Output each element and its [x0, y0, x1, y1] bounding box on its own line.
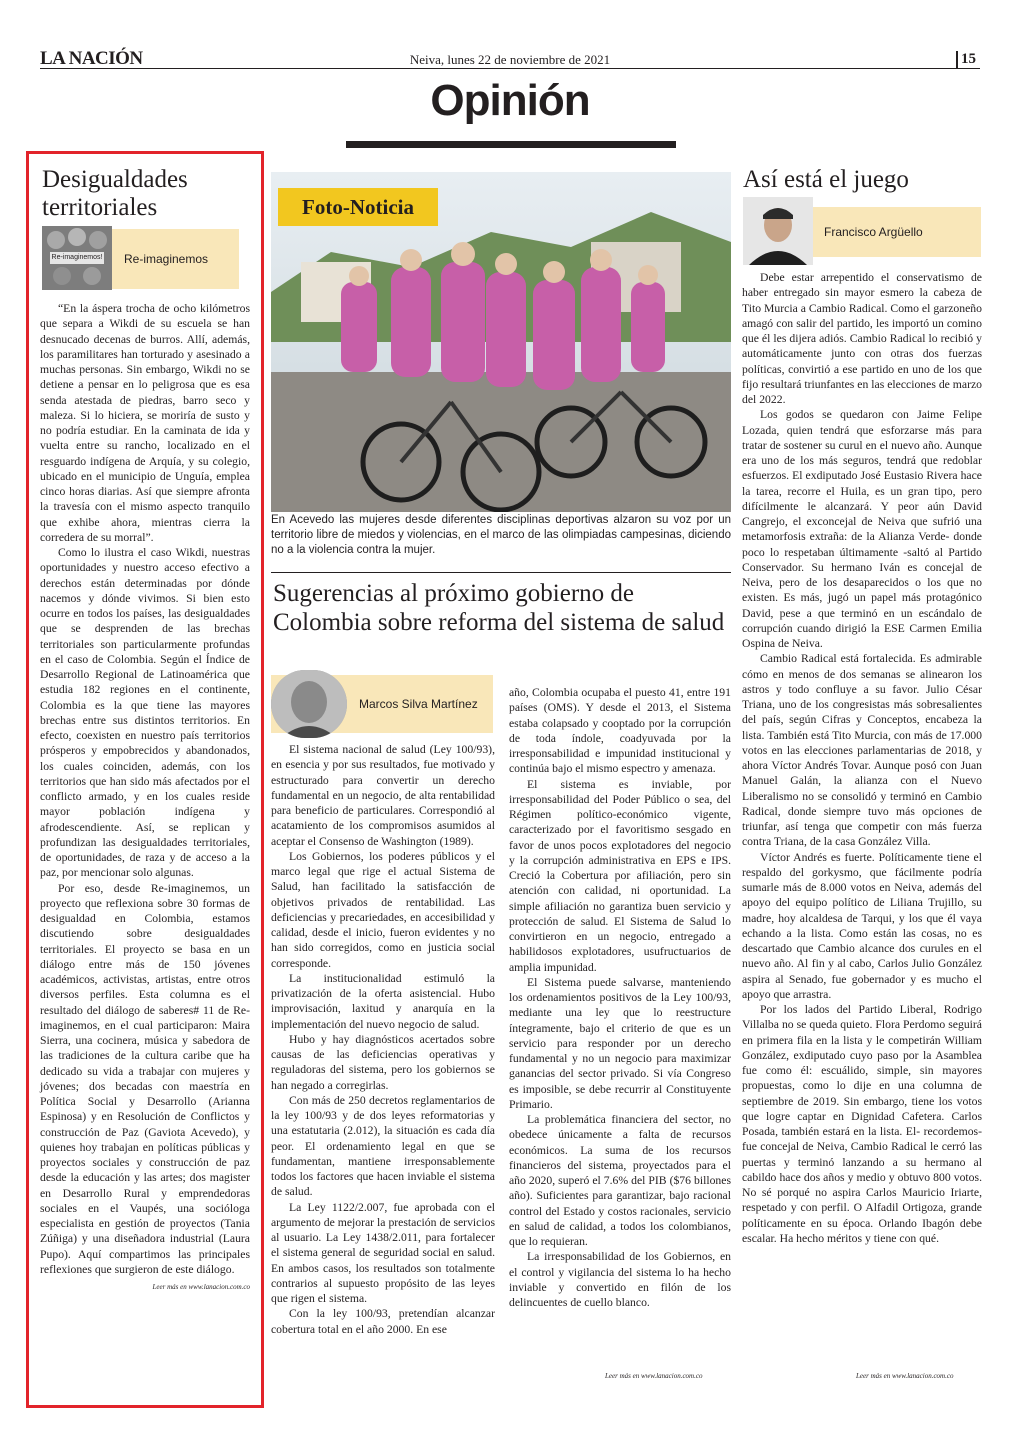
paragraph: Víctor Andrés es fuerte. Políticamente tiene el respaldo del gorkysmo, que fácilmente podría sumarle más de 8.000 votos en Neiva, además del apoyo del equipo político de Liliana Trujillo, su madre, hoy alcaldesa de Tarqui, y los que él vaya echando a la lista. Como están las cosas, no es descartado que Cambio alcance dos curules en el nuevo año. Al fin y al cabo, Carlos Julio González aspira al Senado, fue gobernador y es mucho el apoyo que arrastra. — [742, 850, 982, 1001]
section-underline — [346, 141, 676, 148]
paragraph: Como lo ilustra el caso Wikdi, nuestras oportunidades y nuestro acceso efectivo a derechos están determinadas por dónde nacemos y dónde vivimos. Si bien esto ocurre en todos los países, las desigualdades que se desprenden de las brechas territoriales son particularmente profundas en el caso de Colombia. Según el Índice de Desarrollo Regional de Latinoamérica que estudia 182 regiones en el continente, Colombia es la que tiene las mayores brechas entre sus distintos territorios. En efecto, coexisten en nuestro país territorios prósperos y empobrecidos y abandonados, los cuales coinciden, además, con los territorios que han sido más afectados por el conflicto armado, y en los cuales reside mayor población indígena y afrodescendiente. Así, se replican y profundizan las desigualdades territoriales, de oportunidades, de raza y de acceso a la paz, por mencionar solo algunas. — [40, 546, 250, 880]
paragraph: Cambio Radical está fortalecida. Es admirable cómo en menos de dos semanas se alinearon los astros y todo confluye a su favor. Julio César Triana, uno de los congresistas más sobresalientes del país, según Cifras y Conceptos, encabeza la lista. También está Tito Murcia, con más de 17.000 votos en las elecciones parlamentarias de 2018, y ahora Víctor Andrés Tovar. Aunque posó con Juan Manuel Galán, la alianza con el Nuevo Liberalismo no se consolidó y terminó en Cambio Radical, donde siempre tuvo más opciones de triunfar, así tenga que competir con más fuerza contra Triana, de la casa González Villa. — [742, 652, 982, 849]
paragraph: Por eso, desde Re-imaginemos, un proyecto que reflexiona sobre 30 formas de desigualdad en Colombia, estamos discutiendo sobre desigualdades territoriales. El proyecto se basa en un diálogo entre más de 150 jóvenes académicos, activistas, artistas, entre otros diversos perfiles. Esta columna es el resultado del diálogo de saberes# 11 de Re-imaginemos, en el cual participaron: Maira Sierra, una cocinera, música y sabedora de las tradiciones de la cultura caribe que ha dedicado su vida a trabajar con mujeres y jóvenes; dos becadas con maestría en Política Social y Desarrollo (Arianna Espinosa) y en Resolución de Conflictos y construcción de Paz (Gaviota Acevedo), y quienes hoy trabajan en políticas públicas y proyectos sociales y construcción de paz desde la educación y las artes; dos magister en Desarrollo Rural y emprendedoras sociales en el Vaupés, una socióloga especialista en gestión de proyectos (Tania Zúñiga) y una diseñadora industrial (Laura Pupo). Aquí compartimos las principales reflexiones que surgieron de este diálogo. — [40, 881, 250, 1276]
paragraph: El sistema nacional de salud (Ley 100/93), en esencia y por sus resultados, fue motivado y estructurado para convertir un derecho fundamental en un negocio, de alta rentabilidad para beneficio de particulares. Correspondió al acatamiento de los compromisos asumidos al aceptar el Consenso de Washington (1989). — [271, 743, 495, 848]
paragraph: Hubo y hay diagnósticos acertados sobre causas de las deficiencias operativas y reguladoras del sistema, pero los gobiernos se han negado a corregirlas. — [271, 1032, 495, 1092]
right-article-body — [742, 270, 982, 1246]
read-more-link[interactable]: Leer más en www.lanacion.com.co — [856, 1372, 954, 1380]
paragraph: Los Gobiernos, los poderes públicos y el marco legal que rige el actual Sistema de Salud, han facilitado la satisfacción de objetivos privados de rentabilidad. Las deficiencias y precariedades, en accesibilidad y calidad, desde el inicio, fueron evidentes y no han sido corregidos, como en justicia social corresponde. — [271, 849, 495, 970]
header-rule — [40, 68, 980, 69]
left-author-name: Re-imaginemos — [124, 252, 209, 266]
paragraph: El Sistema puede salvarse, manteniendo los ordenamientos positivos de la Ley 100/93, mediante una ley que lo reestructure íntegramente, bajo el criterio de que es un servicio para responder por un derecho fundamental y no un negocio para maximizar ganancias del sector privado. Si vía Congreso es imposible, se debe recurrir al Constituyente Primario. — [509, 975, 731, 1111]
middle-col1-wrapper — [271, 742, 495, 1337]
left-article-body — [40, 301, 250, 1295]
portrait-illustration — [743, 197, 813, 265]
paragraph: Los godos se quedaron con Jaime Felipe Lozada, quien tendrá que esforzarse más para tratar de sostener su curul en el nuevo año. Aunque era uno de los más seguros, tendrá que redoblar esfuerzos. El exdiputado José Eustasio Rivera hace la tarea, recorre el Huila, es un gran tipo, pero difícilmente le alcanzará. Y peor aún David Cangrejo, el exconcejal de Neiva que sufrió una metamorfosis extraña: de la Alianza Verde- donde poco lo respetaban últimamente -saltó al Partido Conservador. Su hermano Iván es concejal de Neiva, pero de los desaparecidos o los que no existen. Es más, jugó un papel más protagónico David, pese a que terminó en un escándalo de corrupción cuando dirigió la ESE Carmen Emilia Ospina de Neiva. — [742, 408, 982, 650]
left-article-title: Desigualdades territoriales — [42, 166, 188, 221]
page-number: 15 — [956, 51, 976, 68]
paragraph: Con más de 250 decretos reglamentarios de la ley 100/93 y de dos leyes reformatorias y una estatutaria (2.012), la situación es cada día peor. El ordenamiento legal en que se fundamentan, mantiene irresponsablemente todos los factores que hacen inviable el sistema de salud. — [271, 1093, 495, 1199]
middle-divider — [271, 572, 731, 573]
paragraph: El sistema es inviable, por irresponsabilidad del Poder Público o sea, del Régimen político-económico vigente, caracterizado por el favoritismo sesgado en favor de unos pocos explotadores del negocio y la corrupción administrativa en EPS e IPS. Creció la Cobertura por afiliación, pero sin atención con calidad, ni oportunidad. La simple afiliación no garantiza buen servicio y protección de salud. El Sistema de Salud lo convirtieron en un negocio, entregado a habilidosos explotadores, usufructuarios de amplia impunidad. — [509, 777, 731, 974]
author-portrait-photo — [271, 670, 347, 738]
middle-article-title: Sugerencias al próximo gobierno de Colombia sobre reforma del sistema de salud — [273, 580, 725, 636]
paragraph: Por los lados del Partido Liberal, Rodrigo Villalba no se queda quieto. Flora Perdomo seguirá en primera fila en la lista y le competirán William González, exdiputado cuyo paso por la Asamblea fue como él: escuálido, simple, sin mayores propuestas, como lo dije en una columna de septiembre de 2019. Sin embargo, tiene los votos que logre captar en Dignidad Cafetera. Carlos Posada, también estará en la lista. El- recordemos- fue concejal de Neiva, Cambio Radical le cerró las puertas y terminó lanzando a su hermano al cabildo hace dos años y medio y obtuvo 800 votos. No sé porqué no aspira Carlos Mauricio Iriarte, respetado y con perfil. O Alfadil Ortigoza, grande políticamente en su época. Orlando Ibagón debe escalar. Ha hecho méritos y tiene con qué. — [742, 1003, 982, 1245]
portrait-illustration — [271, 670, 347, 738]
photo-caption: En Acevedo las mujeres desde diferentes disciplinas deportivas alzaron su voz por un territorio libre de miedos y violencias, en el marco de las olimpiadas campesinas, diciendo no a la violencia contra la mujer. — [271, 514, 731, 556]
middle-author-name: Marcos Silva Martínez — [359, 697, 478, 711]
newspaper-brand: LA NACIÓN — [40, 48, 143, 69]
read-more-link[interactable]: Leer más en www.lanacion.com.co — [605, 1372, 703, 1380]
author-portrait-photo — [743, 197, 813, 265]
section-title: Opinión — [430, 76, 590, 125]
middle-article-body-col1 — [271, 742, 495, 1337]
paragraph: año, Colombia ocupaba el puesto 41, entre 191 países (OMS). Y desde el 2013, el Sistema estaba colapsado y cooptado por la corrupción de toda índole, coadyuvada por la irresponsabilidad e impunidad institucional y continúa bajo el mismo espectro y amenaza. — [509, 686, 731, 776]
paragraph: La Ley 1122/2.007, fue aprobada con el argumento de mejorar la prestación de servicios al usuario. La Ley 1438/2.011, para fortalecer el sistema general de seguridad social en salud. En ambos casos, los resultados son totalmente contrarios al supuesto propósito de las leyes que rigen el sistema. — [271, 1200, 495, 1305]
right-author-name: Francisco Argüello — [824, 225, 923, 239]
dateline: Neiva, lunes 22 de noviembre de 2021 — [409, 52, 611, 67]
paragraph: Debe estar arrepentido el conservatismo de haber entregado sin mayor esmero la cabeza de Tito Murcia a Cambio Radical. Como el garzoneño amagó con salir del partido, les importó un comino que él les dijera adiós. Cambio Radical lo recibió y automáticamente junto con otras dos fuerzas políticas, convirtió a ese partido en uno de los que fijo resultará triunfantes en las elecciones de marzo del 2022. — [742, 271, 982, 406]
paragraph: La institucionalidad estimuló la privatización de la oferta asistencial. Hubo improvisación, laxitud y anarquía en la implementación del nuevo negocio de salud. — [271, 971, 495, 1031]
reimaginemos-logo-photo — [42, 226, 112, 290]
paragraph: La problemática financiera del sector, no obedece únicamente a falta de recursos económicos. La suma de los recursos financieros del sistema, proyectados para el año 2020, superó el 7.6% del PIB ($76 billones año). Suficientes para garantizar, bajo racional control del Estado y costos racionales, servicio en salud de calidad, a todos los colombianos, que lo requieran. — [509, 1113, 731, 1248]
reimaginemos-label: Re-imaginemos! — [50, 252, 104, 264]
paragraph: Con la ley 100/93, pretendían alcanzar cobertura total en el año 2000. En ese — [271, 1307, 495, 1336]
photo-news-label: Foto-Noticia — [278, 188, 438, 226]
paragraph: La irresponsabilidad de los Gobiernos, en el control y vigilancia del sistema lo ha hecho inviable y convertido en filón de los delincuentes de cuello blanco. — [509, 1250, 731, 1309]
middle-article-body-col2 — [509, 685, 731, 1310]
read-more-link[interactable]: Leer más en www.lanacion.com.co — [152, 1283, 250, 1291]
paragraph: “En la áspera trocha de ocho kilómetros que separa a Wikdi de su escuela se han desnucado decenas de burros. Allí, además, los paramilitares han torturado y asesinado a muchas personas. Sin embargo, Wikdi no se detiene a pensar en lo peligrosa que es esa senda atestada de piedras, barro seco y maleza. Si lo hiciera, se moriría de susto y no podría estudiar. En la caminata de ida y vuelta entre su rancho, localizado en el resguardo indígena de Arquía, y su colegio, ubicado en el municipio de Unguía, emplea cinco horas diarias. Así que siempre afronta la travesía con el mismo aspecto tranquilo que exhibe ahora, mientras cierra la corredera de su morral”. — [40, 302, 250, 544]
right-article-title: Así está el juego — [743, 166, 909, 193]
